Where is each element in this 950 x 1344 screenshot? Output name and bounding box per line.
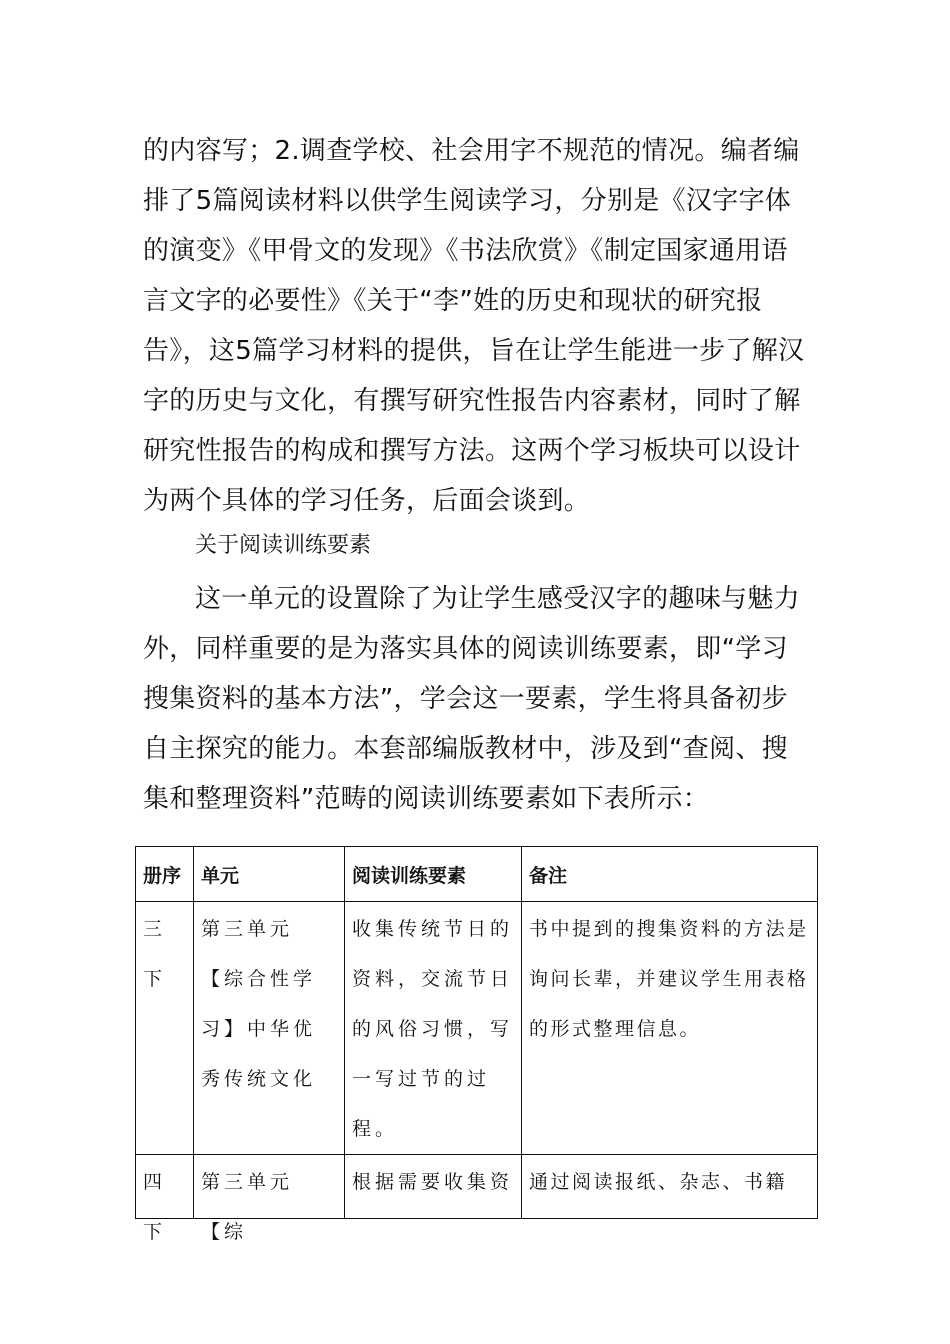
cell-unit: 第三单元【综合性学习】中华优秀传统文化	[194, 902, 345, 1155]
cell-element: 根据需要收集资	[345, 1155, 522, 1219]
paragraph-2: 这一单元的设置除了为让学生感受汉字的趣味与魅力外，同样重要的是为落实具体的阅读训练要素，即“学习搜集资料的基本方法”，学会这一要素，学生将具备初步自主探究的能力。本套部编版教材中，涉及到“查阅、搜集和整理资料”范畴的阅读训练要素如下表所示：	[143, 584, 800, 814]
header-element: 阅读训练要素	[345, 847, 522, 902]
cell-unit: 第三单元【综	[194, 1155, 345, 1219]
paragraph-1: 的内容写；2.调查学校、社会用字不规范的情况。编者编排了5篇阅读材料以供学生阅读学习，分别是《汉字字体的演变》《甲骨文的发现》《书法欣赏》《制定国家通用语言文字的必要性》《关于“李”姓的历史和现状的研究报告》，这5篇学习材料的提供，旨在让学生能进一步了解汉字的历史与文化，有撰写研究性报告内容素材，同时了解研究性报告的构成和撰写方法。这两个学习板块可以设计为两个具体的学习任务，后面会谈到。	[143, 136, 805, 516]
header-volume: 册序	[136, 847, 194, 902]
table-header-row	[136, 847, 818, 902]
cell-volume: 四下	[136, 1155, 194, 1219]
table-row	[136, 902, 818, 1155]
cell-volume: 三下	[136, 902, 194, 1155]
cell-note: 书中提到的搜集资料的方法是询问长辈，并建议学生用表格的形式整理信息。	[522, 902, 818, 1155]
header-note: 备注	[522, 847, 818, 902]
reading-elements-table	[135, 846, 818, 1243]
section-heading: 关于阅读训练要素	[195, 533, 372, 558]
cell-note: 通过阅读报纸、杂志、书籍	[522, 1155, 818, 1219]
cell-element: 收集传统节日的资料，交流节日的风俗习惯，写一写过节的过程。	[345, 902, 522, 1155]
header-unit: 单元	[194, 847, 345, 902]
table-row	[136, 1155, 818, 1219]
